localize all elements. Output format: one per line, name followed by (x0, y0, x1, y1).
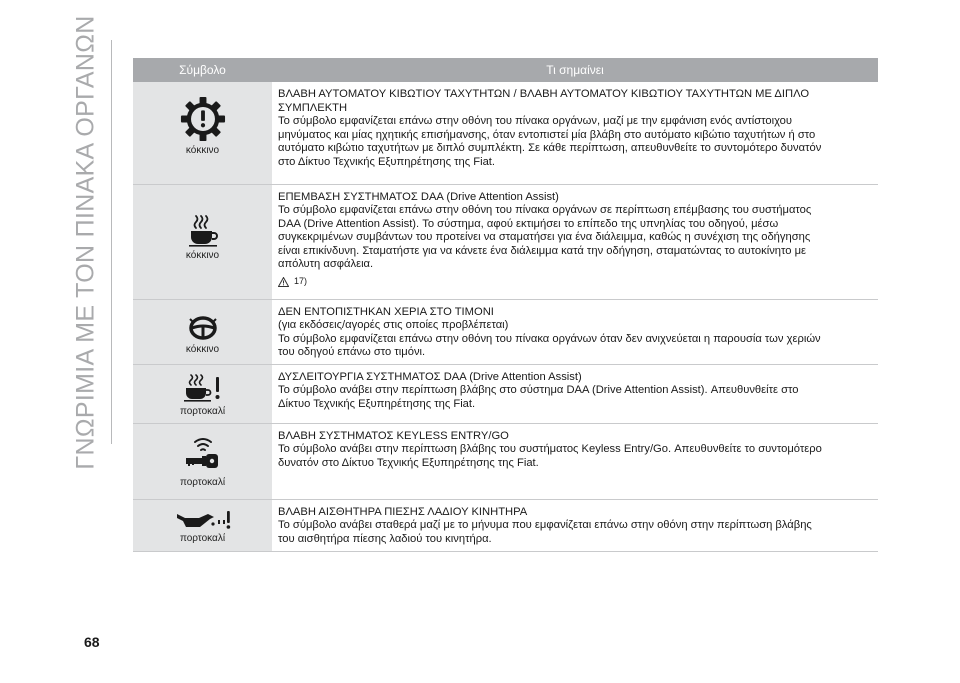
row-text: αυτόματο κιβώτιο ταχυτήτων με διπλό συμπλέκτη. Σε κάθε περίπτωση, απευθυνθείτε το συντομότερο δυνατόν (278, 142, 822, 155)
warning-triangle-icon (278, 277, 289, 287)
symbol-cell (133, 423, 272, 499)
row-text: μηνύματος και μίας ηχητικής επισήμανσης, όταν εντοπιστεί μία βλάβη στο αυτόματο κιβώτιο ταχυτήτων ή στο (278, 128, 816, 141)
row-text: απόλυτη ασφάλεια. (278, 258, 374, 271)
section-title: ΓΝΩΡΙΜΙΑ ΜΕ ΤΟΝ ΠΙΝΑΚΑ ΟΡΓΑΝΩΝ (71, 14, 100, 470)
row-text: είναι επικίνδυνη. Σταματήστε για να κάνετε ένα διάλειμμα κατά την οδήγηση, σταματώντας το αυτοκίνητο με (278, 244, 807, 257)
symbol-cell (133, 82, 272, 184)
meaning-cell (272, 364, 878, 423)
row-text: Το σύμβολο ανάβει σταθερά μαζί με το μήνυμα που εμφανίζεται επάνω στην οθόνη στην περίπτωση βλάβης (278, 519, 812, 532)
table-row (133, 364, 878, 423)
row-text: Το σύμβολο εμφανίζεται επάνω στην οθόνη του πίνακα οργάνων, μαζί με την εμφάνιση ενός αντίστοιχου (278, 115, 793, 128)
row-text: Δίκτυο Τεχνικής Εξυπηρέτησης της Fiat. (278, 398, 476, 411)
table-row (133, 184, 878, 299)
row-title: ΒΛΑΒΗ ΣΥΣΤΗΜΑΤΟΣ KEYLESS ENTRY/GO (278, 429, 509, 442)
row-text: του οδηγού επάνω στο τιμόνι. (278, 346, 426, 359)
color-label: πορτοκαλί (179, 405, 226, 417)
row-text: Το σύμβολο ανάβει στην περίπτωση βλάβης στο σύστημα DAA (Drive Attention Assist). Απευθυνθείτε στο (278, 384, 799, 397)
meaning-cell (272, 299, 878, 364)
warning-note (278, 275, 874, 289)
color-label: κόκκινο (185, 249, 220, 261)
symbol-cell (133, 299, 272, 364)
row-title: ΒΛΑΒΗ ΑΙΣΘΗΤΗΡΑ ΠΙΕΣΗΣ ΛΑΔΙΟΥ ΚΙΝΗΤΗΡΑ (278, 505, 528, 518)
steering-wheel-icon (188, 315, 218, 341)
color-label: κόκκινο (185, 343, 220, 355)
table-row (133, 82, 878, 184)
header-symbol: Σύμβολο (133, 58, 272, 82)
row-text: δυνατόν στο Δίκτυο Τεχνικής Εξυπηρέτησης της Fiat. (278, 457, 539, 470)
section-title-vertical (66, 14, 106, 470)
symbol-cell (133, 184, 272, 299)
row-title: ΕΠΕΜΒΑΣΗ ΣΥΣΤΗΜΑΤΟΣ DAA (Drive Attention Assist) (278, 190, 559, 203)
row-text: Το σύμβολο εμφανίζεται επάνω στην οθόνη του πίνακα οργάνων όταν δεν ανιχνεύεται η παρουσία των χεριών (278, 332, 821, 345)
section-divider (111, 40, 112, 444)
row-text: Το σύμβολο ανάβει στην περίπτωση βλάβης του συστήματος Keyless Entry/Go. Απευθυνθείτε το συντομότερο (278, 443, 822, 456)
symbol-cell (133, 499, 272, 551)
page-number: 68 (84, 634, 100, 650)
symbols-table (133, 58, 878, 552)
row-title: ΔΕΝ ΕΝΤΟΠΙΣΤΗΚΑΝ ΧΕΡΙΑ ΣΤΟ ΤΙΜΟΝΙ (278, 305, 494, 318)
color-label: πορτοκαλί (179, 532, 226, 544)
color-label: πορτοκαλί (179, 476, 226, 488)
row-text: συγκεκριμένων συμβάντων του προτείνει να σταματήσει για ένα διάλειμμα, καθώς η συνέχιση της οδήγησης (278, 231, 811, 244)
meaning-cell (272, 184, 878, 299)
header-meaning: Τι σημαίνει (272, 58, 878, 82)
table-header (133, 58, 878, 82)
color-label: κόκκινο (185, 145, 220, 156)
note-reference: 17) (294, 276, 308, 287)
table-row (133, 423, 878, 499)
row-text: DAA (Drive Attention Assist). Το σύστημα, αφού εκτιμήσει το επίπεδο της υπνηλίας του οδηγού, μέσω (278, 217, 779, 230)
row-title: ΣΥΜΠΛΕΚΤΗ (278, 101, 348, 114)
coffee-cup-icon (188, 213, 218, 247)
gearbox-warning-icon (180, 96, 226, 142)
symbol-cell (133, 364, 272, 423)
meaning-cell (272, 82, 878, 184)
row-text: στο Δίκτυο Τεχνικής Εξυπηρέτησης της Fiat. (278, 155, 496, 168)
oil-sensor-icon (175, 510, 231, 530)
row-text: Το σύμβολο εμφανίζεται επάνω στην οθόνη του πίνακα οργάνων σε περίπτωση επέμβασης του συστήματος (278, 204, 812, 217)
table-row (133, 499, 878, 551)
meaning-cell (272, 499, 878, 551)
row-title: ΔΥΣΛΕΙΤΟΥΡΓΙΑ ΣΥΣΤΗΜΑΤΟΣ DAA (Drive Attention Assist) (278, 370, 582, 383)
row-text: (για εκδόσεις/αγορές στις οποίες προβλέπεται) (278, 319, 509, 332)
row-title: ΒΛΑΒΗ ΑΥΤΟΜΑΤΟΥ ΚΙΒΩΤΙΟΥ ΤΑΧΥΤΗΤΩΝ / ΒΛΑΒΗ ΑΥΤΟΜΑΤΟΥ ΚΙΒΩΤΙΟΥ ΤΑΧΥΤΗΤΩΝ ΜΕ ΔΙΠΛΟ (278, 88, 810, 100)
table-row (133, 299, 878, 364)
coffee-cup-warning-icon (183, 373, 223, 403)
meaning-cell (272, 423, 878, 499)
row-text: του αισθητήρα πίεσης λαδιού του κινητήρα. (278, 533, 492, 546)
keyless-key-icon (183, 434, 223, 470)
